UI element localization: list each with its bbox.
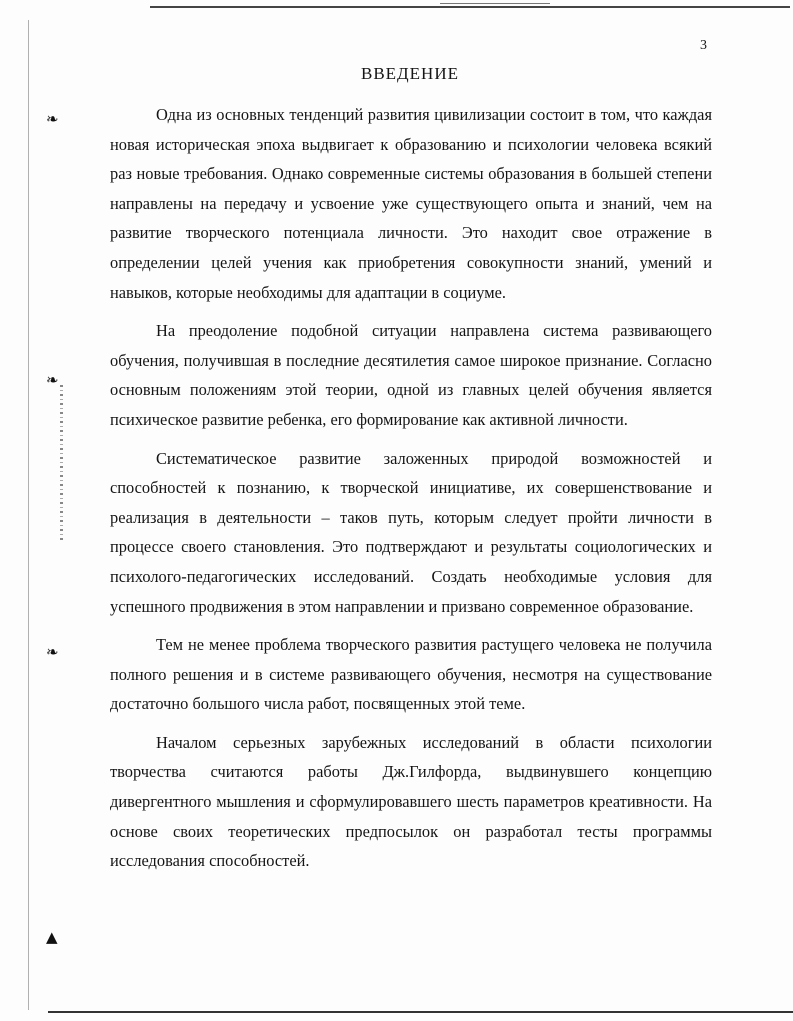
paragraph: Одна из основных тенденций развития цивилизации состоит в том, что каждая новая историческая эпоха выдвигает к образованию и психологии человека всякий раз новые требования. Однако современные системы образования в большей степени направлены на передачу и усвоение уже существующего опыта и знаний, чем на развитие творческого потенциала личности. Это находит свое отражение в определении целей учения как приобретения совокупности знаний, умений и навыков, которые необходимы для адаптации в социуме.	[110, 105, 712, 302]
page-title: ВВЕДЕНИЕ	[361, 64, 459, 83]
binder-mark-icon: ❧	[46, 110, 59, 128]
page-number: 3	[700, 38, 707, 53]
paragraph: На преодоление подобной ситуации направлена система развивающего обучения, получившая в последние десятилетия самое широкое признание. Согласно основным положениям этой теории, одной из главных целей обучения является психическое развитие ребенка, его формирование как активной личности.	[110, 321, 712, 429]
binder-mark-icon: ▲	[46, 928, 58, 946]
scan-top-rule-short	[440, 3, 550, 4]
paragraph: Тем не менее проблема творческого развития растущего человека не получила полного решения и в системе развивающего обучения, несмотря на существование достаточно большого числа работ, посвященных этой теме.	[110, 635, 712, 714]
scan-top-rule	[150, 6, 790, 8]
scan-speckle-strip	[60, 385, 63, 540]
body-text	[110, 100, 712, 885]
scan-left-edge	[28, 20, 29, 1010]
paragraph: Систематическое развитие заложенных природой возможностей и способностей к познанию, к творческой инициативе, их совершенствование и реализация в деятельности – таков путь, которым следует пройти личности в процессе своего становления. Это подтверждают и результаты социологических и психолого-педагогических исследований. Создать необходимые условия для успешного продвижения в этом направлении и призвано современное образование.	[110, 448, 712, 616]
binder-mark-icon: ❧	[46, 643, 59, 661]
paragraph: Началом серьезных зарубежных исследований в области психологии творчества считаются работы Дж.Гилфорда, выдвинувшего концепцию дивергентного мышления и сформулировавшего шесть параметров креативности. На основе своих теоретических предпосылок он разработал тесты программы исследования способностей.	[110, 732, 712, 871]
scan-bottom-rule	[48, 1011, 793, 1013]
binder-mark-icon: ❧	[46, 371, 59, 389]
